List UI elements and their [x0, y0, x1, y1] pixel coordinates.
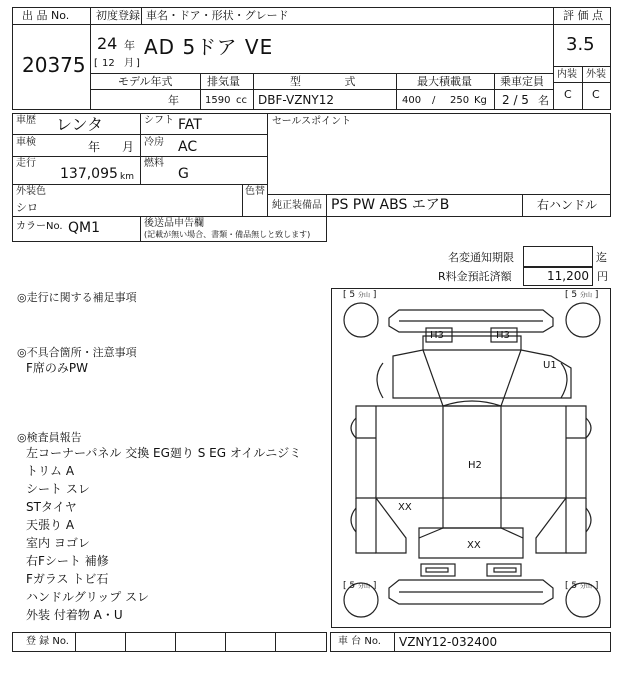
reg-year-unit: 年 — [124, 39, 135, 52]
score-value: 3.5 — [566, 34, 595, 55]
displacement-unit: cc — [236, 95, 247, 106]
tire-fr-value: 5 — [571, 290, 578, 300]
name-change-unit: 迄 — [596, 251, 607, 264]
reg-month-unit: 月 — [124, 58, 134, 69]
fuel-label: 燃料 — [144, 158, 164, 169]
defects-title: ◎不具合箇所・注意事項 — [17, 346, 137, 359]
tire-rl-unit: 分山 — [357, 583, 370, 590]
tire-fr-label: [ 5 分山 ] — [565, 290, 599, 300]
ac-value: AC — [178, 139, 198, 155]
exterior-label: 外装 — [586, 69, 606, 80]
tire-fl-unit: 分山 — [357, 292, 370, 299]
first-reg-label: 初度登録 — [96, 9, 140, 22]
damage-mark-xx-side: XX — [398, 502, 412, 513]
reg-year: 24 — [97, 34, 118, 53]
score-label: 評 価 点 — [563, 9, 603, 22]
inspector-item: 外装 付着物 A・U — [26, 608, 123, 622]
color-no-label: カラーNo. — [16, 221, 63, 232]
ac-label: 冷房 — [144, 137, 164, 148]
shift-label: シフト — [144, 115, 174, 126]
fuel-value: G — [178, 166, 189, 182]
inspector-item: 左コーナーパネル 交換 EG廻り S EG オイルニジミ — [26, 446, 302, 460]
exterior-color-value: シロ — [16, 201, 38, 214]
recycle-unit: 円 — [597, 270, 608, 283]
recycle-amount: 11,200 — [547, 269, 589, 283]
inspection-label: 車検 — [16, 137, 36, 148]
lot-label: 出 品 No. — [22, 9, 70, 22]
max-load-unit: Kg — [474, 95, 487, 106]
chassis-label: 車 台 No. — [338, 636, 381, 647]
inspector-item: ハンドルグリップ スレ — [26, 590, 150, 604]
car-name: AD 5ドア VE — [144, 35, 274, 59]
inspector-item: 右Fシート 補修 — [26, 554, 109, 568]
displacement-label: 排気量 — [207, 75, 240, 88]
history-label: 車歴 — [16, 115, 36, 126]
shift-value: FAT — [178, 117, 202, 133]
tire-rl-value: 5 — [349, 581, 356, 591]
inspection-year-unit: 年 — [88, 140, 101, 154]
reg-month-bracket-open: [ — [94, 58, 98, 69]
exterior-grade: C — [592, 88, 600, 101]
inspector-item: Fガラス トビ石 — [26, 572, 109, 586]
color-no-value: QM1 — [68, 220, 101, 236]
tire-fl-label: [ 5 分山 ] — [343, 290, 377, 300]
inspector-item: トリム A — [26, 464, 75, 478]
equipment-value: PS PW ABS エアB — [331, 197, 450, 213]
max-load-b: 250 — [450, 95, 470, 106]
model-label: 型 式 — [290, 75, 356, 88]
max-load-label: 最大積載量 — [417, 75, 472, 88]
docs-note: (記載が無い場合、書類・備品無しと致します) — [144, 230, 311, 239]
reg-month-bracket-close: ] — [136, 58, 140, 69]
inspector-items — [26, 447, 326, 627]
tire-rr-value: 5 — [571, 581, 578, 591]
name-change-box — [523, 246, 593, 268]
inspector-item: STタイヤ — [26, 500, 77, 514]
defect-item: F席のみPW — [26, 361, 89, 375]
damage-mark-xx-rear: XX — [467, 540, 481, 551]
recycle-label: R料金預託済額 — [438, 270, 512, 283]
model-year-unit: 年 — [168, 94, 179, 107]
inspector-item: 室内 ヨゴレ — [26, 536, 90, 550]
docs-label: 後送品申告欄 — [144, 218, 204, 229]
max-load-a: 400 — [402, 95, 422, 106]
tire-rr-label: [ 5 分山 ] — [565, 581, 599, 591]
inspector-title: ◎検査員報告 — [17, 431, 82, 444]
damage-mark-u1: U1 — [543, 360, 557, 371]
mileage-value: 137,095 — [60, 166, 118, 182]
tire-fr-unit: 分山 — [579, 292, 592, 299]
damage-mark-h3-left: H3 — [430, 330, 444, 341]
capacity-label: 乗車定員 — [500, 75, 544, 88]
tire-rl-label: [ 5 分山 ] — [343, 581, 377, 591]
model-year-label: モデル年式 — [118, 75, 173, 88]
name-change-label: 名変通知期限 — [448, 251, 514, 264]
mileage-unit: km — [120, 172, 134, 182]
mileage-label: 走行 — [16, 158, 36, 169]
car-damage-diagram — [331, 288, 611, 628]
lot-number: 20375 — [22, 53, 86, 77]
tire-fl-value: 5 — [349, 290, 356, 300]
steering-value: 右ハンドル — [537, 198, 598, 212]
max-load-sep: / — [432, 95, 436, 106]
equipment-label: 純正装備品 — [272, 200, 322, 211]
interior-grade: C — [564, 88, 572, 101]
displacement-value: 1590 — [205, 95, 231, 106]
capacity-value: 2 / 5 — [502, 93, 529, 107]
damage-mark-h3-right: H3 — [496, 330, 510, 341]
driving-remarks-title: ◎走行に関する補足事項 — [17, 291, 137, 304]
capacity-unit: 名 — [538, 94, 549, 107]
color-change-label: 色替 — [245, 186, 265, 197]
exterior-color-label: 外装色 — [16, 186, 46, 197]
interior-label: 内装 — [557, 69, 577, 80]
damage-mark-h2: H2 — [468, 460, 482, 471]
tire-rr-unit: 分山 — [579, 583, 592, 590]
exterior-color-box — [12, 184, 268, 217]
inspector-item: シート スレ — [26, 482, 90, 496]
reg-no-label: 登 録 No. — [26, 636, 69, 647]
history-value: レンタ — [56, 115, 103, 134]
inspection-month-unit: 月 — [122, 140, 135, 154]
car-info-label: 車名・ドア・形状・グレード — [146, 9, 289, 22]
model-code: DBF-VZNY12 — [258, 93, 335, 107]
sales-point-label: セールスポイント — [272, 116, 352, 127]
inspector-item: 天張り A — [26, 518, 75, 532]
chassis-value: VZNY12-032400 — [399, 635, 498, 649]
reg-month: 12 — [102, 58, 115, 69]
